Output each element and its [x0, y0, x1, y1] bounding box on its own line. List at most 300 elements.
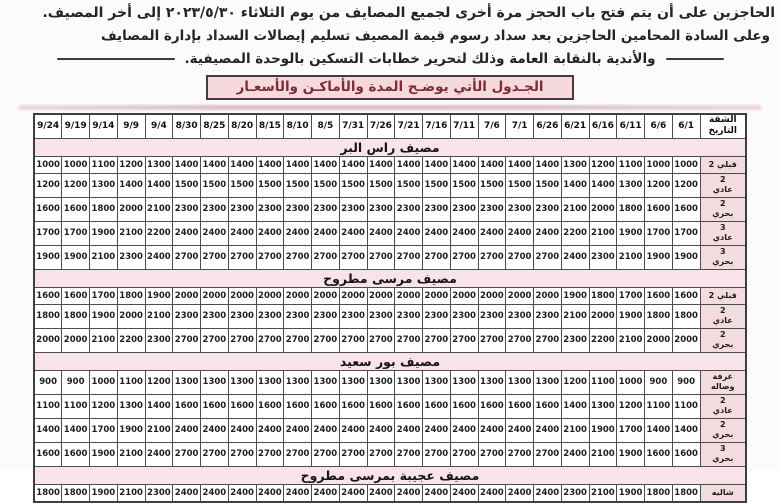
- price-cell: 1200: [117, 156, 145, 173]
- row-label-cell: [700, 287, 746, 304]
- price-cell: 1300: [617, 173, 645, 197]
- price-cell: 1900: [617, 442, 645, 466]
- price-cell: 1300: [506, 370, 534, 394]
- price-cell: 1300: [339, 370, 367, 394]
- price-cell: 1700: [617, 287, 645, 304]
- price-cell: 2400: [228, 221, 256, 245]
- price-cell: 1300: [423, 370, 451, 394]
- price-cell: 2300: [395, 197, 423, 221]
- row-label-cell: [700, 328, 746, 352]
- date-header-cell: 8/10: [284, 114, 312, 138]
- price-cell: 1400: [450, 156, 478, 173]
- price-cell: 2100: [90, 245, 118, 269]
- price-cell: 1100: [589, 370, 617, 394]
- price-row: [34, 197, 746, 221]
- price-cell: 1000: [90, 370, 118, 394]
- price-cell: 1300: [450, 370, 478, 394]
- row-label-cell: [700, 370, 746, 394]
- price-row: [34, 304, 746, 328]
- price-cell: 2700: [256, 328, 284, 352]
- price-cell: 2000: [62, 328, 90, 352]
- price-cell: 2300: [284, 197, 312, 221]
- price-cell: 2000: [117, 304, 145, 328]
- price-cell: 2300: [256, 304, 284, 328]
- price-cell: 1300: [201, 370, 229, 394]
- date-header-cell: 6/26: [534, 114, 562, 138]
- price-cell: 2400: [173, 221, 201, 245]
- price-cell: 2700: [506, 442, 534, 466]
- date-header-row: [34, 114, 746, 138]
- date-header-cell: 8/15: [256, 114, 284, 138]
- price-cell: 2000: [478, 287, 506, 304]
- row-label-cell: [700, 418, 746, 442]
- row-label-cell: [700, 484, 746, 502]
- price-cell: 1900: [617, 304, 645, 328]
- price-row: [34, 245, 746, 269]
- price-cell: 1400: [228, 156, 256, 173]
- price-cell: 1800: [617, 197, 645, 221]
- price-cell: 2300: [339, 197, 367, 221]
- price-cell: 2300: [228, 304, 256, 328]
- price-cell: 1500: [228, 173, 256, 197]
- price-cell: 2400: [506, 418, 534, 442]
- date-header-cell: 8/25: [201, 114, 229, 138]
- date-header-cell: 9/4: [145, 114, 173, 138]
- price-cell: 1200: [645, 173, 673, 197]
- price-cell: 1900: [645, 245, 673, 269]
- price-cell: 2300: [145, 484, 173, 502]
- price-cell: 2700: [450, 245, 478, 269]
- price-cell: 1300: [312, 370, 340, 394]
- price-cell: 2700: [478, 245, 506, 269]
- price-cell: 2400: [312, 484, 340, 502]
- price-cell: 1300: [478, 370, 506, 394]
- price-cell: 2100: [561, 304, 589, 328]
- price-cell: 2000: [450, 287, 478, 304]
- price-cell: 2300: [423, 304, 451, 328]
- price-cell: 1700: [90, 418, 118, 442]
- price-cell: 1400: [395, 156, 423, 173]
- price-cell: 2400: [201, 418, 229, 442]
- price-cell: 1300: [561, 156, 589, 173]
- section-title: مصيف بور سعيد: [34, 352, 746, 370]
- price-cell: 2700: [228, 442, 256, 466]
- price-cell: 2300: [228, 197, 256, 221]
- price-cell: 2100: [117, 484, 145, 502]
- date-header-cell: 7/21: [395, 114, 423, 138]
- price-cell: 2700: [478, 328, 506, 352]
- price-cell: 2400: [395, 221, 423, 245]
- price-cell: 1300: [256, 370, 284, 394]
- price-cell: 2700: [534, 328, 562, 352]
- price-cell: 1600: [256, 394, 284, 418]
- price-cell: 1500: [478, 173, 506, 197]
- row-label-line: شاليه: [711, 487, 734, 497]
- price-cell: 2400: [228, 484, 256, 502]
- price-cell: 1200: [90, 394, 118, 418]
- price-cell: 1900: [672, 245, 700, 269]
- price-cell: 2700: [450, 328, 478, 352]
- price-cell: 1400: [256, 156, 284, 173]
- price-cell: 2300: [478, 304, 506, 328]
- price-cell: 2700: [395, 328, 423, 352]
- price-cell: 2400: [173, 484, 201, 502]
- section-header-row: [34, 352, 746, 370]
- price-cell: 2700: [173, 245, 201, 269]
- date-header-cell: 9/14: [90, 114, 118, 138]
- price-cell: 2300: [561, 484, 589, 502]
- price-cell: 2400: [423, 484, 451, 502]
- price-cell: 1200: [34, 173, 62, 197]
- price-cell: 1000: [645, 156, 673, 173]
- price-cell: 1600: [395, 394, 423, 418]
- price-cell: 2200: [561, 221, 589, 245]
- price-cell: 2300: [561, 328, 589, 352]
- price-cell: 1100: [90, 156, 118, 173]
- price-cell: 2200: [145, 221, 173, 245]
- price-cell: 2200: [589, 328, 617, 352]
- price-cell: 1800: [117, 287, 145, 304]
- price-cell: 1700: [34, 221, 62, 245]
- price-cell: 2400: [201, 221, 229, 245]
- price-cell: 2700: [201, 245, 229, 269]
- date-header-cell: 9/19: [62, 114, 90, 138]
- price-cell: 1400: [145, 394, 173, 418]
- price-cell: 1000: [617, 370, 645, 394]
- price-cell: 2700: [395, 245, 423, 269]
- price-cell: 2000: [117, 197, 145, 221]
- row-label-line: عادي: [712, 316, 733, 325]
- price-cell: 1400: [534, 156, 562, 173]
- price-row: [34, 328, 746, 352]
- row-label-line: 2: [719, 330, 726, 339]
- price-cell: 1900: [561, 287, 589, 304]
- price-cell: 2400: [339, 221, 367, 245]
- price-cell: 1200: [145, 370, 173, 394]
- price-cell: 2400: [367, 484, 395, 502]
- price-cell: 2700: [423, 442, 451, 466]
- date-header-cell: 6/11: [617, 114, 645, 138]
- price-cell: 1900: [62, 245, 90, 269]
- price-cell: 2100: [589, 442, 617, 466]
- price-cell: 2400: [450, 484, 478, 502]
- price-cell: 1000: [672, 156, 700, 173]
- price-cell: 900: [62, 370, 90, 394]
- top-note-line-3: والأندية بالنقابة العامة وذلك لتحرير خطابات التسكين بالوحدة المصيفية.: [184, 51, 656, 67]
- price-cell: 1500: [339, 173, 367, 197]
- section-header-row: [34, 138, 746, 156]
- price-cell: 2400: [423, 418, 451, 442]
- row-label-cell: [700, 173, 746, 197]
- corner-cell-line: الشقة: [708, 115, 737, 125]
- price-cell: 2400: [450, 221, 478, 245]
- price-cell: 1500: [395, 173, 423, 197]
- price-cell: 1600: [534, 394, 562, 418]
- price-cell: 2400: [284, 221, 312, 245]
- price-cell: 2700: [367, 245, 395, 269]
- row-label-cell: [700, 245, 746, 269]
- price-cell: 2300: [450, 197, 478, 221]
- section-title: مصيف عجيبة بمرسى مطروح: [34, 466, 746, 484]
- price-cell: 1900: [617, 221, 645, 245]
- price-cell: 2400: [201, 484, 229, 502]
- price-cell: 2400: [145, 442, 173, 466]
- price-cell: 2300: [506, 304, 534, 328]
- row-label-line: 2: [719, 175, 726, 184]
- date-header-cell: 7/31: [339, 114, 367, 138]
- price-cell: 2400: [534, 221, 562, 245]
- price-cell: 1600: [672, 442, 700, 466]
- price-cell: 1800: [34, 484, 62, 502]
- price-cell: 1300: [284, 370, 312, 394]
- price-cell: 1400: [62, 418, 90, 442]
- price-cell: 2700: [228, 328, 256, 352]
- price-cell: 1600: [672, 287, 700, 304]
- date-header-cell: 7/26: [367, 114, 395, 138]
- price-cell: 2700: [228, 245, 256, 269]
- row-label-line: عادي: [712, 185, 733, 194]
- price-cell: 2400: [478, 221, 506, 245]
- top-note-line-2: وعلى السادة المحامين الحاجزين بعد سداد رسوم قيمة المصيف تسليم إيصالات السداد بإدارة المصايف: [100, 28, 770, 44]
- price-cell: 2700: [339, 442, 367, 466]
- price-cell: 2700: [284, 245, 312, 269]
- price-cell: 1300: [145, 156, 173, 173]
- price-cell: 2700: [506, 328, 534, 352]
- price-cell: 2400: [367, 221, 395, 245]
- price-cell: 1400: [478, 156, 506, 173]
- price-cell: 2400: [423, 221, 451, 245]
- divider-line-right: [666, 58, 724, 60]
- price-table: [33, 113, 747, 503]
- price-cell: 2400: [256, 221, 284, 245]
- price-cell: 1400: [367, 156, 395, 173]
- price-cell: 2000: [506, 287, 534, 304]
- price-cell: 2300: [312, 304, 340, 328]
- price-cell: 2700: [423, 245, 451, 269]
- date-header-cell: 7/16: [423, 114, 451, 138]
- price-cell: 2700: [312, 328, 340, 352]
- price-cell: 1600: [34, 287, 62, 304]
- price-cell: 1600: [34, 197, 62, 221]
- price-cell: 1900: [90, 304, 118, 328]
- price-cell: 2400: [395, 484, 423, 502]
- price-cell: 1600: [672, 197, 700, 221]
- price-cell: 2400: [173, 418, 201, 442]
- price-cell: 2700: [534, 245, 562, 269]
- price-cell: 2700: [312, 442, 340, 466]
- price-cell: 2100: [117, 442, 145, 466]
- row-label-cell: [700, 304, 746, 328]
- price-cell: 1400: [339, 156, 367, 173]
- price-cell: 1200: [62, 173, 90, 197]
- price-cell: 2100: [145, 418, 173, 442]
- price-row: [34, 370, 746, 394]
- price-cell: 2700: [423, 328, 451, 352]
- price-cell: 2400: [561, 442, 589, 466]
- price-cell: 1600: [367, 394, 395, 418]
- price-cell: 2300: [312, 197, 340, 221]
- price-cell: 1400: [284, 156, 312, 173]
- date-header-cell: 6/21: [561, 114, 589, 138]
- price-cell: 1600: [312, 394, 340, 418]
- price-cell: 2700: [201, 442, 229, 466]
- price-cell: 1300: [117, 394, 145, 418]
- row-label-cell: [700, 156, 746, 173]
- price-cell: 1600: [645, 197, 673, 221]
- price-cell: 2300: [423, 197, 451, 221]
- price-cell: 2400: [395, 418, 423, 442]
- row-label-line: 2 قبلي: [708, 159, 737, 169]
- price-cell: 1400: [645, 418, 673, 442]
- price-cell: 1700: [617, 418, 645, 442]
- price-cell: 2400: [561, 245, 589, 269]
- price-cell: 2100: [617, 328, 645, 352]
- price-cell: 1600: [62, 442, 90, 466]
- top-note-line-1: الحاجزين على أن يتم فتح باب الحجز مرة أخرى لجميع المصايف من يوم الثلاثاء ٢٠٢٣/٥/٣٠ إلى أخر المصيف.: [42, 5, 775, 21]
- date-header-cell: 9/9: [117, 114, 145, 138]
- price-cell: 1800: [672, 484, 700, 502]
- price-cell: 1400: [312, 156, 340, 173]
- price-cell: 2100: [617, 245, 645, 269]
- price-cell: 1600: [201, 394, 229, 418]
- price-cell: 2400: [284, 418, 312, 442]
- price-cell: 1200: [589, 156, 617, 173]
- date-header-cell: 7/6: [478, 114, 506, 138]
- price-cell: 1600: [478, 394, 506, 418]
- price-cell: 2300: [534, 197, 562, 221]
- price-cell: 1500: [284, 173, 312, 197]
- price-cell: 1900: [34, 245, 62, 269]
- price-cell: 1600: [339, 394, 367, 418]
- price-cell: 1000: [62, 156, 90, 173]
- price-cell: 1900: [617, 484, 645, 502]
- price-cell: 2000: [312, 287, 340, 304]
- price-row: [34, 484, 746, 502]
- price-cell: 2000: [672, 328, 700, 352]
- row-label-line: غرفة: [712, 372, 734, 381]
- row-label-line: 2 قبلي: [708, 290, 737, 300]
- date-header-cell: 9/24: [34, 114, 62, 138]
- price-cell: 1200: [561, 370, 589, 394]
- section-title: مصيف مرسى مطروح: [34, 269, 746, 287]
- price-cell: 2700: [367, 442, 395, 466]
- price-cell: 2700: [256, 442, 284, 466]
- price-cell: 1700: [62, 221, 90, 245]
- price-cell: 1600: [173, 394, 201, 418]
- price-cell: 2400: [145, 245, 173, 269]
- price-cell: 1500: [506, 173, 534, 197]
- price-cell: 2400: [339, 484, 367, 502]
- price-cell: 1800: [589, 287, 617, 304]
- price-cell: 2100: [90, 328, 118, 352]
- price-cell: 2300: [450, 304, 478, 328]
- price-cell: 2300: [201, 304, 229, 328]
- price-cell: 1200: [617, 394, 645, 418]
- price-cell: 2300: [367, 197, 395, 221]
- price-cell: 1600: [450, 394, 478, 418]
- row-label-line: بحري: [712, 430, 734, 439]
- date-header-cell: 8/20: [228, 114, 256, 138]
- row-label-cell: [700, 221, 746, 245]
- price-cell: 2400: [450, 418, 478, 442]
- row-label-line: 2: [719, 306, 726, 315]
- row-label-line: وصاله: [710, 382, 735, 391]
- price-cell: 2100: [145, 304, 173, 328]
- row-label-line: عادي: [712, 233, 733, 242]
- price-cell: 1800: [672, 304, 700, 328]
- price-cell: 1500: [173, 173, 201, 197]
- price-cell: 2400: [339, 418, 367, 442]
- price-cell: 1300: [395, 370, 423, 394]
- price-cell: 1600: [645, 287, 673, 304]
- price-cell: 2300: [395, 304, 423, 328]
- row-label-line: 2: [719, 199, 726, 208]
- price-cell: 1800: [62, 304, 90, 328]
- price-cell: 1400: [201, 156, 229, 173]
- price-cell: 1400: [117, 173, 145, 197]
- price-cell: 1800: [90, 197, 118, 221]
- price-row: [34, 287, 746, 304]
- price-cell: 2400: [478, 418, 506, 442]
- price-cell: 2700: [450, 442, 478, 466]
- price-cell: 2300: [173, 197, 201, 221]
- price-cell: 1900: [90, 442, 118, 466]
- price-cell: 2700: [367, 328, 395, 352]
- price-cell: 1600: [62, 287, 90, 304]
- date-header-cell: 8/30: [173, 114, 201, 138]
- price-cell: 1200: [672, 173, 700, 197]
- price-cell: 2300: [145, 328, 173, 352]
- price-cell: 1800: [62, 484, 90, 502]
- price-cell: 2700: [339, 245, 367, 269]
- price-cell: 2400: [367, 418, 395, 442]
- row-label-line: 3: [719, 444, 726, 453]
- price-cell: 1900: [145, 287, 173, 304]
- price-cell: 900: [34, 370, 62, 394]
- section-header-row: [34, 466, 746, 484]
- corner-cell: [700, 114, 746, 138]
- price-cell: 1900: [117, 418, 145, 442]
- price-cell: 1600: [284, 394, 312, 418]
- price-cell: 2100: [561, 418, 589, 442]
- price-cell: 2300: [256, 197, 284, 221]
- price-cell: 2700: [256, 245, 284, 269]
- price-cell: 1500: [201, 173, 229, 197]
- section-header-row: [34, 269, 746, 287]
- row-label-line: 3: [719, 247, 726, 256]
- price-cell: 2100: [561, 197, 589, 221]
- price-cell: 2400: [506, 484, 534, 502]
- table-title-box: الجـدول الأتي يوضـح المدة والأماكـن والأسعـار: [206, 75, 573, 100]
- price-cell: 1500: [534, 173, 562, 197]
- price-cell: 2700: [284, 328, 312, 352]
- price-cell: 1400: [423, 156, 451, 173]
- price-cell: 2000: [423, 287, 451, 304]
- price-cell: 1900: [90, 221, 118, 245]
- price-cell: 1100: [672, 394, 700, 418]
- price-cell: 2700: [173, 442, 201, 466]
- row-label-cell: [700, 394, 746, 418]
- price-cell: 1300: [589, 394, 617, 418]
- date-header-cell: 6/6: [645, 114, 673, 138]
- corner-cell-line: التاريخ: [708, 126, 738, 137]
- price-cell: 2700: [506, 245, 534, 269]
- row-label-line: بحري: [712, 340, 734, 349]
- price-row: [34, 418, 746, 442]
- price-cell: 2100: [589, 484, 617, 502]
- price-cell: 1800: [34, 304, 62, 328]
- price-cell: 1900: [90, 484, 118, 502]
